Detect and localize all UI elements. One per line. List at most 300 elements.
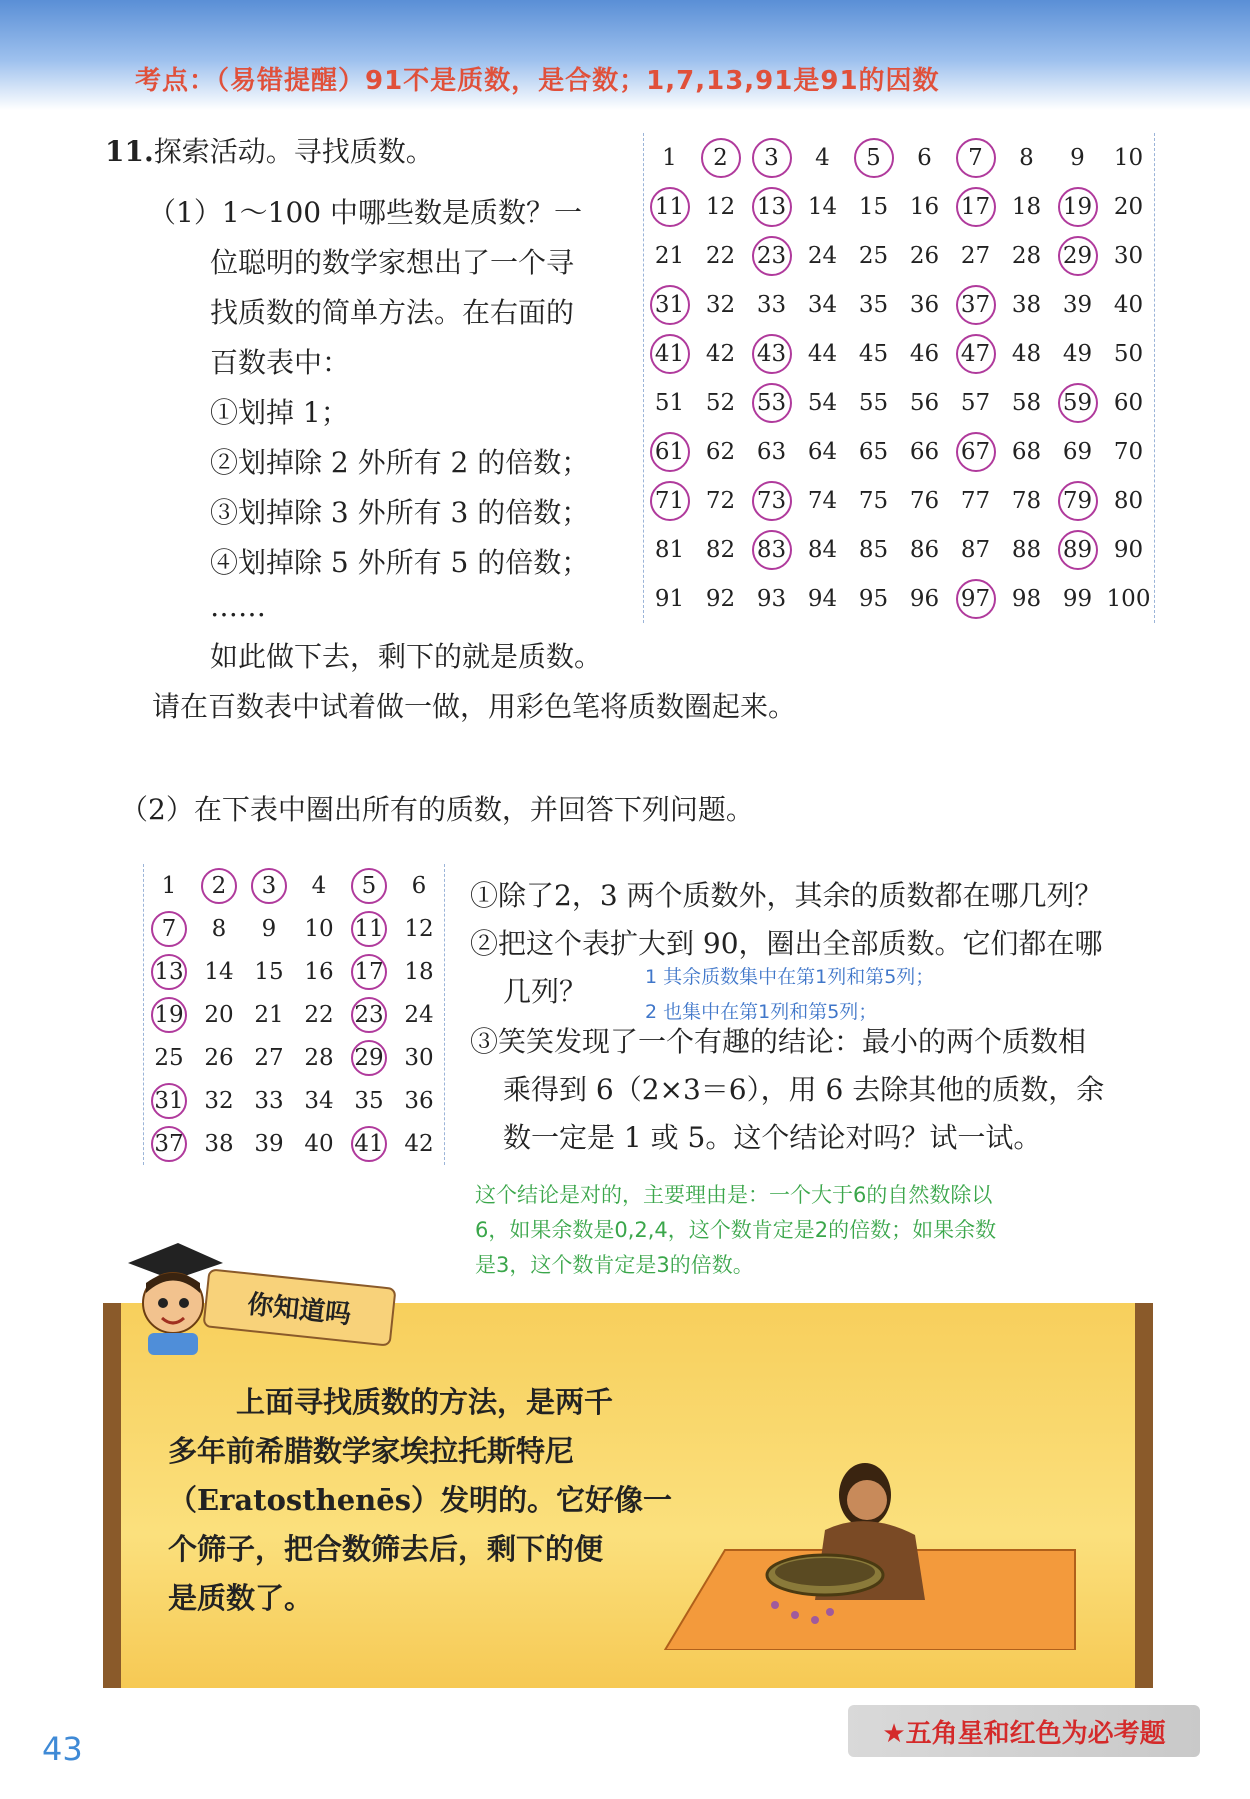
number-value: 80: [1113, 487, 1144, 514]
prime-number-cell: [1052, 476, 1103, 525]
number-value: 30: [1113, 242, 1144, 269]
number-value: 81: [654, 536, 685, 563]
number-value: 34: [304, 1087, 334, 1114]
prime-number-cell: [746, 329, 797, 378]
prime-number-cell: [144, 950, 194, 993]
number-cell: [695, 182, 746, 231]
number-value: 44: [807, 340, 838, 367]
number-value: 32: [204, 1087, 234, 1114]
number-value: 58: [1011, 389, 1042, 416]
number-cell: [899, 182, 950, 231]
number-value: 2: [201, 868, 237, 904]
number-value: 51: [654, 389, 685, 416]
number-value: 8: [211, 915, 227, 942]
number-value: 76: [909, 487, 940, 514]
number-value: 35: [354, 1087, 384, 1114]
number-value: 41: [650, 334, 690, 374]
number-value: 12: [404, 915, 434, 942]
answer-3-line: 是3，这个数肯定是3的倍数。: [475, 1253, 754, 1277]
prime-number-cell: [344, 907, 394, 950]
prime-number-cell: [695, 133, 746, 182]
required-question-badge: ★五角星和红色为必考题: [848, 1705, 1200, 1757]
number-cell: [950, 476, 1001, 525]
eratosthenes-illustration: [655, 1400, 1095, 1650]
number-value: 27: [254, 1044, 284, 1071]
number-value: 85: [858, 536, 889, 563]
prime-number-cell: [950, 427, 1001, 476]
number-value: 65: [858, 438, 889, 465]
number-value: 67: [956, 432, 996, 472]
number-value: 33: [254, 1087, 284, 1114]
prime-number-cell: [950, 182, 1001, 231]
prime-number-cell: [644, 427, 695, 476]
number-cell: [695, 378, 746, 427]
number-value: 77: [960, 487, 991, 514]
number-cell: [797, 231, 848, 280]
number-value: 21: [254, 1001, 284, 1028]
prime-number-cell: [344, 1036, 394, 1079]
page-number: 43: [42, 1730, 83, 1768]
number-cell: [394, 1079, 444, 1122]
number-cell: [244, 907, 294, 950]
part1-line: 位聪明的数学家想出了一个寻: [210, 246, 575, 279]
number-value: 73: [752, 481, 792, 521]
number-value: 45: [858, 340, 889, 367]
number-value: 21: [654, 242, 685, 269]
number-value: 7: [151, 911, 187, 947]
number-value: 90: [1113, 536, 1144, 563]
prime-number-cell: [746, 182, 797, 231]
number-cell: [848, 427, 899, 476]
number-value: 16: [304, 958, 334, 985]
did-you-know-line: 个筛子，把合数筛去后，剩下的便: [168, 1532, 604, 1566]
answer-3-line: 这个结论是对的，主要理由是：一个大于6的自然数除以: [475, 1183, 993, 1207]
step-line: ①划掉 1；: [210, 396, 349, 429]
number-value: 32: [705, 291, 736, 318]
number-cell: [194, 907, 244, 950]
number-value: 14: [204, 958, 234, 985]
did-you-know-line: 是质数了。: [168, 1581, 314, 1615]
number-value: 61: [650, 432, 690, 472]
number-cell: [644, 525, 695, 574]
number-value: 70: [1113, 438, 1144, 465]
number-cell: [1001, 280, 1052, 329]
number-cell: [695, 574, 746, 623]
number-value: 82: [705, 536, 736, 563]
number-cell: [746, 280, 797, 329]
number-value: 91: [654, 585, 685, 612]
number-value: 62: [705, 438, 736, 465]
number-cell: [1103, 574, 1154, 623]
question-2-cont: 几列？: [503, 975, 588, 1008]
number-cell: [1052, 280, 1103, 329]
number-value: 47: [956, 334, 996, 374]
number-value: 20: [204, 1001, 234, 1028]
number-value: 14: [807, 193, 838, 220]
number-cell: [194, 1036, 244, 1079]
prime-number-cell: [746, 133, 797, 182]
number-cell: [695, 231, 746, 280]
number-cell: [1103, 525, 1154, 574]
prime-number-cell: [644, 280, 695, 329]
number-value: 1: [161, 872, 177, 899]
number-value: 48: [1011, 340, 1042, 367]
prime-number-cell: [144, 993, 194, 1036]
number-value: 28: [304, 1044, 334, 1071]
answer-3-line: 6，如果余数是0,2,4，这个数肯定是2的倍数；如果余数: [475, 1218, 997, 1242]
number-cell: [1001, 378, 1052, 427]
number-cell: [194, 1079, 244, 1122]
number-value: 40: [304, 1130, 334, 1157]
number-cell: [1001, 525, 1052, 574]
number-value: 75: [858, 487, 889, 514]
number-value: 40: [1113, 291, 1144, 318]
number-value: 59: [1058, 383, 1098, 423]
prime-number-cell: [1052, 378, 1103, 427]
prime-number-cell: [848, 133, 899, 182]
number-cell: [244, 1036, 294, 1079]
prime-number-cell: [344, 864, 394, 907]
number-value: 37: [956, 285, 996, 325]
number-cell: [294, 1079, 344, 1122]
prime-number-cell: [746, 231, 797, 280]
number-value: 26: [204, 1044, 234, 1071]
number-value: 100: [1106, 585, 1151, 612]
number-cell: [1103, 133, 1154, 182]
number-cell: [848, 329, 899, 378]
question-3-cont: 乘得到 6（2×3＝6），用 6 去除其他的质数，余: [503, 1073, 1105, 1106]
prime-number-cell: [746, 378, 797, 427]
number-value: 50: [1113, 340, 1144, 367]
number-cell: [695, 525, 746, 574]
number-cell: [1001, 182, 1052, 231]
number-cell: [1001, 231, 1052, 280]
number-value: 93: [756, 585, 787, 612]
number-value: 35: [858, 291, 889, 318]
number-value: 13: [151, 954, 187, 990]
step-line: ③划掉除 3 外所有 3 的倍数；: [210, 496, 590, 529]
number-cell: [695, 427, 746, 476]
number-value: 16: [909, 193, 940, 220]
number-cell: [695, 280, 746, 329]
number-cell: [1052, 427, 1103, 476]
prime-number-cell: [244, 864, 294, 907]
number-cell: [899, 329, 950, 378]
prime-number-cell: [144, 907, 194, 950]
number-cell: [899, 525, 950, 574]
number-cell: [144, 864, 194, 907]
number-value: 87: [960, 536, 991, 563]
number-cell: [1001, 133, 1052, 182]
did-you-know-tab: 你知道吗: [202, 1268, 396, 1346]
number-cell: [746, 427, 797, 476]
number-cell: [848, 182, 899, 231]
number-value: 72: [705, 487, 736, 514]
number-cell: [1001, 427, 1052, 476]
number-cell: [950, 231, 1001, 280]
prime-number-cell: [746, 476, 797, 525]
number-cell: [797, 133, 848, 182]
number-cell: [394, 907, 444, 950]
number-cell: [797, 427, 848, 476]
prime-number-cell: [644, 182, 695, 231]
number-cell: [244, 993, 294, 1036]
student-mascot-icon: [118, 1238, 228, 1358]
number-value: 30: [404, 1044, 434, 1071]
number-cell: [1103, 231, 1154, 280]
number-value: 22: [705, 242, 736, 269]
number-cell: [244, 950, 294, 993]
number-value: 78: [1011, 487, 1042, 514]
did-you-know-line: 上面寻找质数的方法，是两千: [236, 1385, 614, 1419]
number-value: 4: [815, 144, 830, 171]
number-value: 27: [960, 242, 991, 269]
prime-number-cell: [1052, 182, 1103, 231]
number-value: 28: [1011, 242, 1042, 269]
number-value: 8: [1019, 144, 1034, 171]
number-value: 2: [701, 138, 741, 178]
number-value: 97: [956, 579, 996, 619]
number-value: 4: [311, 872, 327, 899]
number-cell: [797, 378, 848, 427]
question-3: ③笑笑发现了一个有趣的结论：最小的两个质数相: [470, 1025, 1087, 1058]
number-value: 38: [1011, 291, 1042, 318]
number-cell: [294, 1122, 344, 1165]
number-value: 36: [404, 1087, 434, 1114]
answer-2: 2 也集中在第1列和第5列；: [645, 1001, 878, 1023]
number-value: 23: [351, 997, 387, 1033]
number-cell: [294, 864, 344, 907]
number-cell: [394, 864, 444, 907]
prime-number-cell: [144, 1079, 194, 1122]
prime-number-cell: [644, 476, 695, 525]
number-value: 86: [909, 536, 940, 563]
number-value: 6: [411, 872, 427, 899]
step-line: ④划掉除 5 外所有 5 的倍数；: [210, 546, 590, 579]
number-cell: [950, 525, 1001, 574]
number-value: 39: [1062, 291, 1093, 318]
prime-number-cell: [194, 864, 244, 907]
prime-number-cell: [344, 950, 394, 993]
number-cell: [194, 1122, 244, 1165]
number-value: 24: [807, 242, 838, 269]
number-cell: [899, 574, 950, 623]
number-cell: [848, 280, 899, 329]
number-cell: [848, 231, 899, 280]
number-value: 1: [662, 144, 677, 171]
number-value: 60: [1113, 389, 1144, 416]
number-cell: [294, 1036, 344, 1079]
number-cell: [899, 280, 950, 329]
number-cell: [644, 133, 695, 182]
number-value: 36: [909, 291, 940, 318]
question-title-text: 探索活动。寻找质数。: [153, 135, 434, 168]
number-cell: [1103, 329, 1154, 378]
number-cell: [394, 1036, 444, 1079]
number-value: 42: [404, 1130, 434, 1157]
number-cell: [746, 574, 797, 623]
number-value: 42: [705, 340, 736, 367]
number-cell: [899, 427, 950, 476]
number-value: 5: [854, 138, 894, 178]
part1-instruction: 请在百数表中试着做一做，用彩色笔将质数圈起来。: [152, 690, 797, 723]
number-value: 29: [351, 1040, 387, 1076]
prime-number-cell: [950, 574, 1001, 623]
number-cell: [644, 231, 695, 280]
number-value: 18: [404, 958, 434, 985]
number-cell: [1001, 574, 1052, 623]
number-cell: [144, 1036, 194, 1079]
number-value: 29: [1058, 236, 1098, 276]
number-value: 63: [756, 438, 787, 465]
number-value: 3: [752, 138, 792, 178]
number-value: 43: [752, 334, 792, 374]
number-value: 99: [1062, 585, 1093, 612]
number-value: 22: [304, 1001, 334, 1028]
number-value: 19: [1058, 187, 1098, 227]
number-value: 9: [261, 915, 277, 942]
number-value: 15: [254, 958, 284, 985]
question-2: ②把这个表扩大到 90，圈出全部质数。它们都在哪: [470, 927, 1103, 960]
exam-point-note: 考点：（易错提醒）91不是质数，是合数；1,7,13,91是91的因数: [135, 66, 940, 96]
number-cell: [797, 280, 848, 329]
number-cell: [244, 1122, 294, 1165]
number-cell: [797, 182, 848, 231]
number-cell: [950, 378, 1001, 427]
number-value: 31: [151, 1083, 187, 1119]
number-value: 79: [1058, 481, 1098, 521]
prime-number-cell: [144, 1122, 194, 1165]
number-cell: [1103, 182, 1154, 231]
number-value: 9: [1070, 144, 1085, 171]
number-cell: [194, 950, 244, 993]
number-value: 18: [1011, 193, 1042, 220]
part1-line: （1）1～100 中哪些数是质数？一: [148, 196, 582, 229]
number-cell: [695, 476, 746, 525]
number-value: 7: [956, 138, 996, 178]
number-value: 96: [909, 585, 940, 612]
number-value: 98: [1011, 585, 1042, 612]
number-cell: [899, 378, 950, 427]
number-value: 17: [956, 187, 996, 227]
number-value: 20: [1113, 193, 1144, 220]
number-value: 92: [705, 585, 736, 612]
number-value: 6: [917, 144, 932, 171]
number-value: 10: [304, 915, 334, 942]
number-value: 53: [752, 383, 792, 423]
prime-number-cell: [644, 329, 695, 378]
number-cell: [1052, 133, 1103, 182]
number-value: 34: [807, 291, 838, 318]
number-value: 12: [705, 193, 736, 220]
number-cell: [394, 993, 444, 1036]
number-cell: [797, 329, 848, 378]
number-value: 55: [858, 389, 889, 416]
number-value: 88: [1011, 536, 1042, 563]
six-column-table: [143, 864, 445, 1165]
prime-number-cell: [1052, 525, 1103, 574]
number-cell: [848, 476, 899, 525]
number-value: 56: [909, 389, 940, 416]
number-cell: [1001, 476, 1052, 525]
number-value: 68: [1011, 438, 1042, 465]
number-cell: [695, 329, 746, 378]
did-you-know-line: （Eratosthenēs）发明的。它好像一: [168, 1483, 673, 1517]
step-line: ②划掉除 2 外所有 2 的倍数；: [210, 446, 590, 479]
number-value: 19: [151, 997, 187, 1033]
answer-3: [475, 1178, 996, 1283]
number-cell: [244, 1079, 294, 1122]
number-value: 94: [807, 585, 838, 612]
number-value: 57: [960, 389, 991, 416]
question-3-cont: 数一定是 1 或 5。这个结论对吗？试一试。: [503, 1121, 1042, 1154]
number-value: 15: [858, 193, 889, 220]
number-value: 52: [705, 389, 736, 416]
hundred-number-table: [643, 133, 1155, 623]
prime-number-cell: [344, 993, 394, 1036]
number-cell: [1103, 476, 1154, 525]
number-cell: [1103, 427, 1154, 476]
did-you-know-line: 多年前希腊数学家埃拉托斯特尼: [168, 1434, 575, 1468]
number-value: 11: [650, 187, 690, 227]
number-value: 24: [404, 1001, 434, 1028]
number-value: 71: [650, 481, 690, 521]
number-cell: [899, 133, 950, 182]
number-cell: [394, 950, 444, 993]
number-value: 39: [254, 1130, 284, 1157]
number-value: 3: [251, 868, 287, 904]
number-value: 84: [807, 536, 838, 563]
number-cell: [797, 476, 848, 525]
number-cell: [1103, 378, 1154, 427]
number-cell: [1052, 574, 1103, 623]
question-number: 11.: [105, 135, 154, 168]
did-you-know-text: [168, 1378, 672, 1623]
prime-number-cell: [950, 329, 1001, 378]
question-1: ①除了2，3 两个质数外，其余的质数都在哪几列？: [470, 879, 1103, 912]
number-cell: [294, 907, 344, 950]
number-value: 25: [858, 242, 889, 269]
number-cell: [848, 574, 899, 623]
number-value: 49: [1062, 340, 1093, 367]
prime-number-cell: [344, 1122, 394, 1165]
number-cell: [899, 476, 950, 525]
number-value: 23: [752, 236, 792, 276]
number-cell: [344, 1079, 394, 1122]
number-cell: [394, 1122, 444, 1165]
ellipsis: ……: [210, 590, 266, 623]
number-cell: [797, 525, 848, 574]
number-value: 33: [756, 291, 787, 318]
question-11-title: [105, 130, 434, 170]
number-cell: [644, 574, 695, 623]
number-cell: [1103, 280, 1154, 329]
number-value: 74: [807, 487, 838, 514]
number-cell: [294, 950, 344, 993]
prime-number-cell: [950, 280, 1001, 329]
number-cell: [899, 231, 950, 280]
number-value: 95: [858, 585, 889, 612]
part2-title: （2）在下表中圈出所有的质数，并回答下列问题。: [120, 793, 754, 826]
number-value: 66: [909, 438, 940, 465]
number-value: 46: [909, 340, 940, 367]
number-value: 25: [154, 1044, 184, 1071]
number-value: 64: [807, 438, 838, 465]
answer-1: 1 其余质数集中在第1列和第5列；: [645, 966, 935, 988]
number-value: 38: [204, 1130, 234, 1157]
number-cell: [848, 525, 899, 574]
number-value: 41: [351, 1126, 387, 1162]
